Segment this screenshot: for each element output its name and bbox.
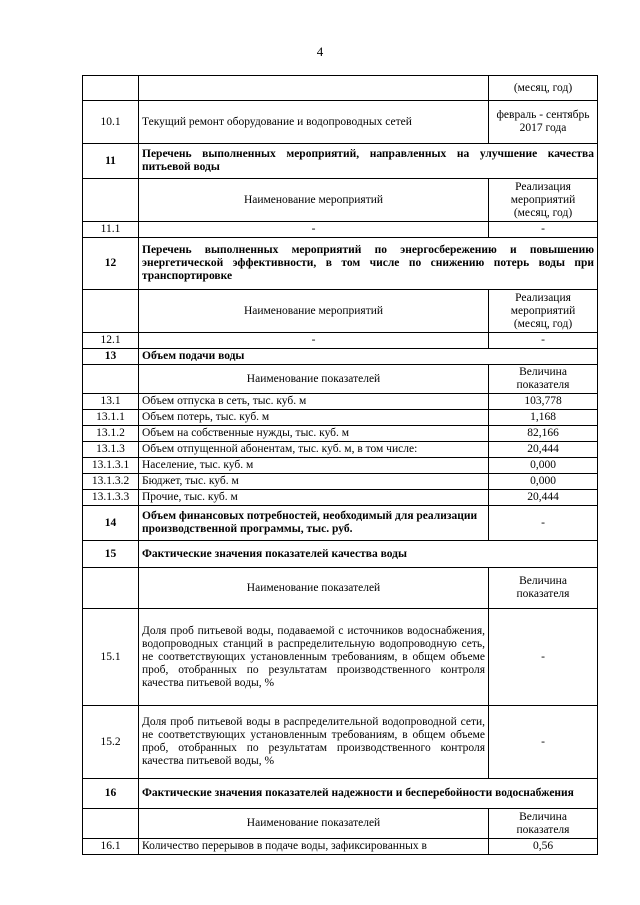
row-value: - xyxy=(489,333,598,349)
row-value: 0,000 xyxy=(489,474,598,490)
header-row xyxy=(83,179,598,222)
table-row xyxy=(83,426,598,442)
table-row xyxy=(83,706,598,779)
row-value: 1,168 xyxy=(489,410,598,426)
section-number: 13 xyxy=(83,349,139,365)
row-number: 15.2 xyxy=(83,706,139,779)
row-value: - xyxy=(489,222,598,238)
row-value: 0,56 xyxy=(489,839,598,855)
row-number xyxy=(83,365,139,394)
row-number: 13.1.1 xyxy=(83,410,139,426)
row-text: Объем отпуска в сеть, тыс. куб. м xyxy=(139,394,489,410)
column-header: Величина показателя xyxy=(489,809,598,839)
section-row xyxy=(83,779,598,809)
column-header: Реализация мероприятий (месяц, год) xyxy=(489,179,598,222)
row-value: 82,166 xyxy=(489,426,598,442)
section-row xyxy=(83,238,598,290)
row-number xyxy=(83,568,139,609)
table-row xyxy=(83,333,598,349)
section-number: 11 xyxy=(83,144,139,179)
column-header: Наименование мероприятий xyxy=(139,290,489,333)
row-value: - xyxy=(489,506,598,541)
page-number: 4 xyxy=(316,44,324,59)
report-table xyxy=(82,75,598,855)
row-value: - xyxy=(489,706,598,779)
row-value: (месяц, год) xyxy=(489,76,598,101)
header-row xyxy=(83,809,598,839)
row-number xyxy=(83,76,139,101)
column-header: Наименование показателей xyxy=(139,809,489,839)
row-number xyxy=(83,179,139,222)
section-row xyxy=(83,349,598,365)
section-title: Объем подачи воды xyxy=(139,349,598,365)
row-text: Текущий ремонт оборудование и водопроводных сетей xyxy=(139,101,489,144)
table-row xyxy=(83,101,598,144)
row-value: - xyxy=(489,609,598,706)
section-title: Фактические значения показателей надежности и бесперебойности водоснабжения xyxy=(139,779,598,809)
table-row xyxy=(83,394,598,410)
section-title: Фактические значения показателей качества воды xyxy=(139,541,598,568)
row-text: Доля проб питьевой воды, подаваемой с источников водоснабжения, водопроводных станций в распределительную водопроводную сеть, не соответствующих установленным требованиям, в общем объеме проб, отобранных по результатам производственного контроля качества питьевой воды, % xyxy=(139,609,489,706)
table-row xyxy=(83,490,598,506)
row-number: 11.1 xyxy=(83,222,139,238)
row-text: Объем отпущенной абонентам, тыс. куб. м, в том числе: xyxy=(139,442,489,458)
row-text: - xyxy=(139,222,489,238)
table-row xyxy=(83,839,598,855)
section-row xyxy=(83,144,598,179)
section-row xyxy=(83,541,598,568)
section-title: Перечень выполненных мероприятий по энергосбережению и повышению энергетической эффективности, в том числе по снижению потерь воды при транспортировке xyxy=(139,238,598,290)
header-row xyxy=(83,568,598,609)
row-number: 13.1.3.1 xyxy=(83,458,139,474)
header-row xyxy=(83,290,598,333)
table-row xyxy=(83,458,598,474)
header-row xyxy=(83,365,598,394)
row-number: 12.1 xyxy=(83,333,139,349)
row-text: Количество перерывов в подаче воды, зафиксированных в xyxy=(139,839,489,855)
row-number: 13.1 xyxy=(83,394,139,410)
row-text: Прочие, тыс. куб. м xyxy=(139,490,489,506)
column-header: Величина показателя xyxy=(489,365,598,394)
row-number: 16.1 xyxy=(83,839,139,855)
row-number: 13.1.3 xyxy=(83,442,139,458)
section-title: Перечень выполненных мероприятий, направленных на улучшение качества питьевой воды xyxy=(139,144,598,179)
column-header: Наименование показателей xyxy=(139,365,489,394)
row-text: Объем на собственные нужды, тыс. куб. м xyxy=(139,426,489,442)
row-value: 20,444 xyxy=(489,490,598,506)
section-number: 16 xyxy=(83,779,139,809)
row-text: Доля проб питьевой воды в распределительной водопроводной сети, не соответствующих установленным требованиям, в общем объеме проб, отобранных по результатам производственного контроля качества питьевой воды, % xyxy=(139,706,489,779)
table-row xyxy=(83,410,598,426)
section-number: 12 xyxy=(83,238,139,290)
row-text xyxy=(139,76,489,101)
row-text: Население, тыс. куб. м xyxy=(139,458,489,474)
column-header: Реализация мероприятий (месяц, год) xyxy=(489,290,598,333)
column-header: Величина показателя xyxy=(489,568,598,609)
row-number: 15.1 xyxy=(83,609,139,706)
table-row xyxy=(83,442,598,458)
table-row xyxy=(83,222,598,238)
column-header: Наименование мероприятий xyxy=(139,179,489,222)
row-number xyxy=(83,290,139,333)
section-number: 14 xyxy=(83,506,139,541)
section-number: 15 xyxy=(83,541,139,568)
row-value: 103,778 xyxy=(489,394,598,410)
row-value: февраль - сентябрь 2017 года xyxy=(489,101,598,144)
row-text: - xyxy=(139,333,489,349)
row-text: Объем потерь, тыс. куб. м xyxy=(139,410,489,426)
table-row xyxy=(83,609,598,706)
row-number: 10.1 xyxy=(83,101,139,144)
row-text: Бюджет, тыс. куб. м xyxy=(139,474,489,490)
table-row xyxy=(83,474,598,490)
row-value: 0,000 xyxy=(489,458,598,474)
row-number xyxy=(83,809,139,839)
table-row xyxy=(83,76,598,101)
column-header: Наименование показателей xyxy=(139,568,489,609)
row-value: 20,444 xyxy=(489,442,598,458)
section-title: Объем финансовых потребностей, необходимый для реализации производственной программы, тыс. руб. xyxy=(139,506,489,541)
row-number: 13.1.2 xyxy=(83,426,139,442)
row-number: 13.1.3.3 xyxy=(83,490,139,506)
row-number: 13.1.3.2 xyxy=(83,474,139,490)
section-row xyxy=(83,506,598,541)
